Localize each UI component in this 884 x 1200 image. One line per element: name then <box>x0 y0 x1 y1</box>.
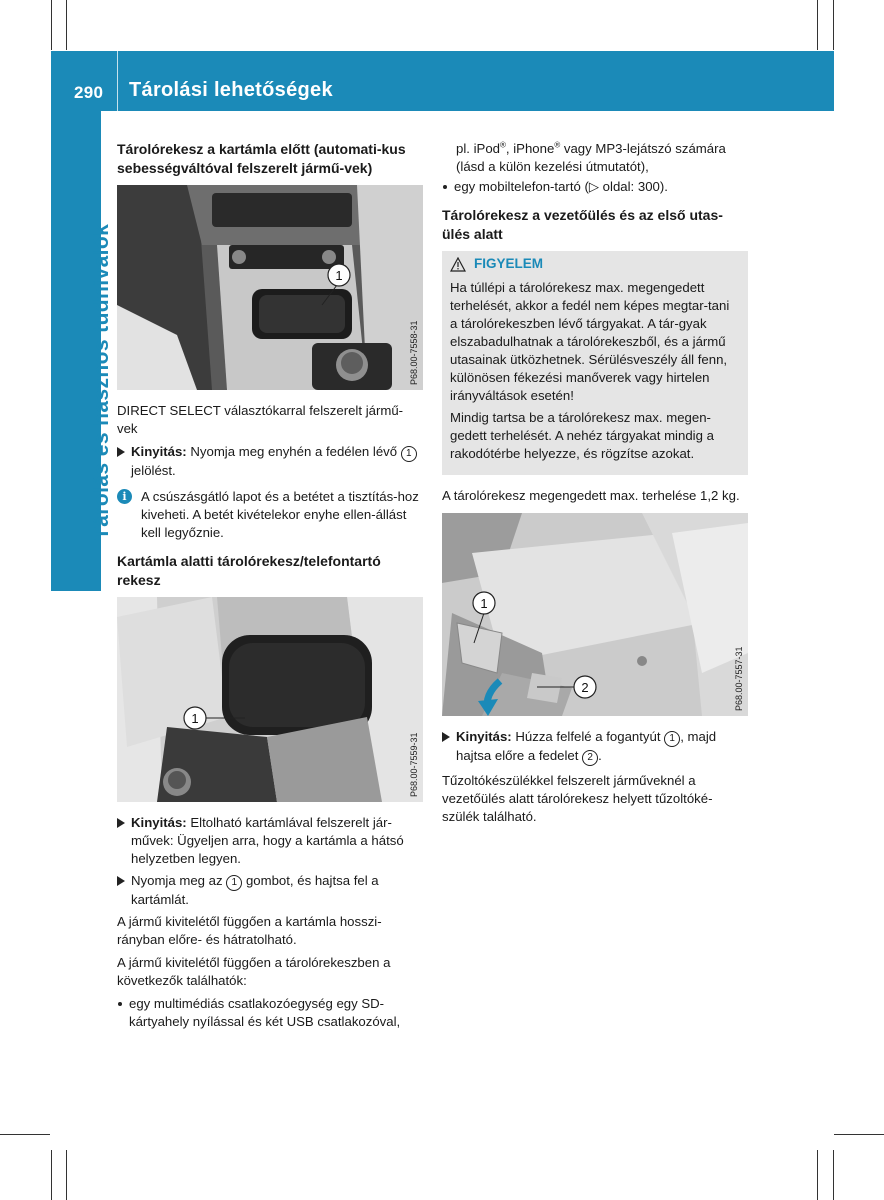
paragraph: A jármű kivitelétől függően a kartámla hosszi-rányban előre- és hátratolható. <box>117 914 382 947</box>
instruction-step: Kinyitás: Húzza felfelé a fogantyút 1 , majd hajtsa előre a fedelet 2 . <box>442 728 748 766</box>
crop-mark <box>817 0 818 50</box>
callout-number: 2 <box>582 750 598 766</box>
photo-code: P68.00-7558-31 <box>409 320 419 385</box>
photo-callout: 1 <box>191 711 199 726</box>
callout-number: 1 <box>401 446 417 462</box>
callout-number: 1 <box>226 875 242 891</box>
crop-mark <box>834 1134 884 1135</box>
section-heading: Tárolórekesz a vezetőülés és az első utas-ülés alatt <box>442 207 723 242</box>
bullet-dot <box>443 185 447 189</box>
center-console-photo <box>117 185 423 390</box>
crop-mark <box>51 1150 52 1200</box>
armrest-photo <box>117 597 423 802</box>
page-header <box>51 51 834 111</box>
paragraph: A tárolórekesz megengedett max. terhelése 1,2 kg. <box>442 488 740 503</box>
crop-mark <box>833 0 834 50</box>
step-arrow-icon <box>442 732 450 742</box>
info-note: i A csúszásgátló lapot és a betétet a tisztítás-hoz kiveheti. A betét kivételekor enyhe ellen-állást kell legyőznie. <box>117 488 423 542</box>
warning-title: FIGYELEM <box>474 256 544 271</box>
crop-mark <box>66 1150 67 1200</box>
bullet-item: egy multimédiás csatlakozóegység egy SD-kártyahely nyílással és két USB csatlakozóval, <box>117 995 423 1031</box>
photo-callout: 1 <box>335 268 343 283</box>
photo-callout: 1 <box>480 596 488 611</box>
instruction-step: Kinyitás: Nyomja meg enyhén a fedélen lévő 1 jelölést. <box>117 443 423 480</box>
left-column <box>117 140 423 1033</box>
paragraph: A jármű kivitelétől függően a tárolórekeszben a következők találhatók: <box>117 955 391 988</box>
bullet-continuation: pl. iPod®, iPhone® vagy MP3-lejátszó számára (lásd a külön kezelési útmutatót), <box>456 140 726 174</box>
section-heading: Kartámla alatti tárolórekesz/telefontartó rekesz <box>117 553 381 588</box>
seat-storage-photo <box>442 513 748 716</box>
photo-caption: DIRECT SELECT választókarral felszerelt jármű-vek <box>117 403 404 436</box>
instruction-step: Kinyitás: Eltolható kartámlával felszerelt jár-művek: Ügyeljen arra, hogy a kartámla a hátsó helyzetben legyen. <box>117 814 423 868</box>
warning-text: Ha túllépi a tárolórekesz max. megengedett terhelését, akkor a fedél nem képes megtar-tani a tárolórekeszben lévő tárgyakat. A tár-gyak elszabadulhatnak a tárolórekeszből, és a jármű utasainak ütközhetnek. Sérülésveszély áll fenn, különösen fékezési manőverek vagy hirtelen irányváltások esetén! <box>450 280 730 403</box>
step-arrow-icon <box>117 876 125 886</box>
warning-text: Mindig tartsa be a tárolórekesz max. megen-gedett terhelését. A nehéz tárgyakat mindig a rakodótérbe helyezze, és rögzítse azokat. <box>450 410 714 461</box>
right-column <box>442 140 748 831</box>
instruction-step: Nyomja meg az 1 gombot, és hajtsa fel a kartámlát. <box>117 872 423 909</box>
page-number: 290 <box>74 83 104 102</box>
side-tab-label: Tárolás és hasznos tudnivalók <box>90 223 113 540</box>
step-arrow-icon <box>117 818 125 828</box>
callout-number: 1 <box>664 731 680 747</box>
bullet-dot <box>118 1002 122 1006</box>
photo-code: P68.00-7559-31 <box>409 732 419 797</box>
crop-mark <box>0 1134 50 1135</box>
crop-mark <box>817 1150 818 1200</box>
section-heading: Tárolórekesz a kartámla előtt (automati-kus sebességváltóval felszerelt jármű-vek) <box>117 141 406 176</box>
crop-mark <box>66 0 67 50</box>
page-title: Tárolási lehetőségek <box>129 79 333 101</box>
warning-triangle-icon <box>450 257 466 272</box>
step-arrow-icon <box>117 447 125 457</box>
photo-callout: 2 <box>581 680 589 695</box>
photo-code: P68.00-7557-31 <box>734 646 744 711</box>
header-divider <box>117 51 118 111</box>
crop-mark <box>833 1150 834 1200</box>
info-icon: i <box>117 489 132 504</box>
paragraph: Tűzoltókészülékkel felszerelt járműveknél a vezetőülés alatt tárolórekesz helyett tűzoltóké-szülék található. <box>442 773 713 824</box>
warning-header <box>450 255 740 273</box>
warning-box <box>442 251 748 475</box>
bullet-item: egy mobiltelefon-tartó (▷ oldal: 300). <box>442 178 748 196</box>
crop-mark <box>51 0 52 50</box>
